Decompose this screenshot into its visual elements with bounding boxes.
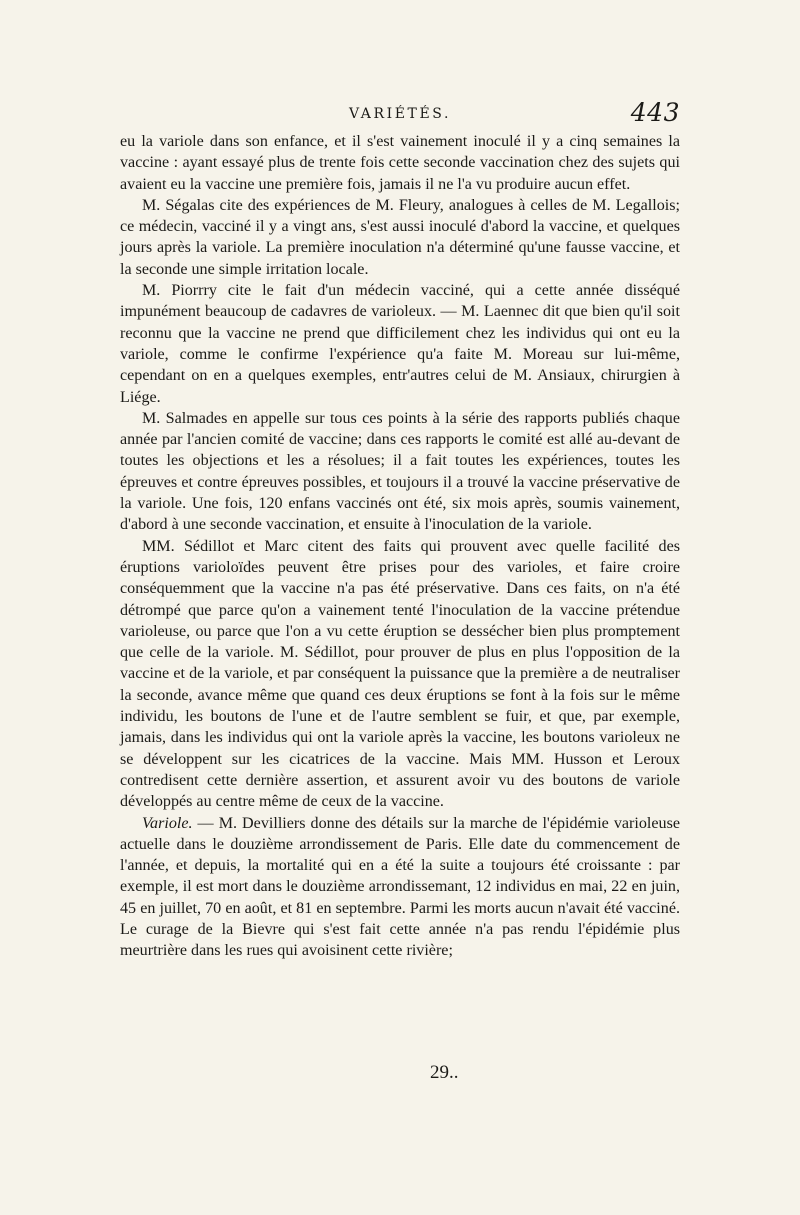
running-head	[120, 98, 680, 130]
signature-mark: 29..	[430, 1062, 459, 1083]
paragraph-3	[120, 280, 680, 408]
section-lead-variole: Variole.	[142, 814, 193, 832]
paragraph-text: M. Salmades en appelle sur tous ces points à la série des rapports publiés chaque année par l'ancien comité de vaccine; dans ces rapports le comité est allé au-devant de toutes les objections et les a résolues; il a fait toutes les expériences, toutes les épreuves et contre épreuves possibles, et toujours il a trouvé la vaccine préservative de la variole. Une fois, 120 enfans vaccinés ont été, six mois après, soumis vainement, d'abord à une seconde vaccination, et ensuite à l'inoculation de la variole.	[120, 409, 680, 534]
book-page	[120, 98, 680, 1168]
body-text	[120, 131, 680, 962]
paragraph-text: — M. Devilliers donne des détails sur la marche de l'épidémie varioleuse actuelle dans le douzième arrondissement de Paris. Elle date du commencement de l'année, et depuis, la mortalité qui en a été la suite a toujours été croissante : par exemple, il est mort dans le douzième arrondissemant, 12 individus en mai, 22 en juin, 45 en juillet, 70 en août, et 81 en septembre. Parmi les morts aucun n'avait été vacciné. Le curage de la Bievre qui s'est fait cette année n'a pas rendu l'épidémie plus meurtrière dans les rues qui avoisinent cette rivière;	[120, 814, 680, 960]
paragraph-1	[120, 131, 680, 195]
paragraph-text: M. Ségalas cite des expériences de M. Fleury, analogues à celles de M. Legallois; ce médecin, vacciné il y a vingt ans, s'est aussi inoculé d'abord la vaccine, et quelques jours après la variole. La première inoculation n'a déterminé qu'une fausse vaccine, et la seconde une simple irritation locale.	[120, 196, 680, 278]
paragraph-5	[120, 536, 680, 813]
running-title: VARIÉTÉS.	[348, 106, 452, 122]
paragraph-text: MM. Sédillot et Marc citent des faits qui prouvent avec quelle facilité des éruptions varioloïdes peuvent être prises pour des varioles, et faire croire conséquemment que la vaccine n'a pas été préservative. Dans ces faits, on n'a été détrompé que parce qu'on a vainement tenté l'inoculation de la vaccine prétendue varioleuse, ou parce que l'on a vu cette éruption se dessécher bien plus promptement que celle de la variole. M. Sédillot, pour prouver de plus en plus l'opposition de la vaccine et de la variole, et par conséquent la puissance que la première a de neutraliser la seconde, avance même que quand ces deux éruptions se font à la fois sur le même individu, les boutons de l'une et de l'autre semblent se fuir, et que, par exemple, jamais, dans les individus qui ont la variole après la vaccine, les boutons varioleux ne se développent sur les cicatrices de la vaccine. Mais MM. Husson et Leroux contredisent cette dernière assertion, et assurent avoir vu des boutons de variole développés au centre même de ceux de la vaccine.	[120, 537, 680, 811]
paragraph-4	[120, 408, 680, 536]
paragraph-2	[120, 195, 680, 280]
paragraph-text: eu la variole dans son enfance, et il s'est vainement inoculé il y a cinq semaines la vaccine : ayant essayé plus de trente fois cette seconde vaccination chez des sujets qui avaient eu la vaccine une première fois, jamais il ne l'a vu produire aucun effet.	[120, 133, 680, 193]
page-number: 443	[630, 98, 680, 127]
paragraph-6	[120, 813, 680, 962]
paragraph-text: M. Piorrry cite le fait d'un médecin vacciné, qui a cette année disséqué impunément beaucoup de cadavres de varioleux. — M. Laennec dit que bien qu'il soit reconnu que la vaccine ne prend que difficilement chez les individus qui ont eu la variole, comme le confirme l'expérience qu'a faite M. Moreau sur lui-même, cependant on en a quelques exemples, entr'autres celui de M. Ansiaux, chirurgien à Liége.	[120, 282, 680, 406]
